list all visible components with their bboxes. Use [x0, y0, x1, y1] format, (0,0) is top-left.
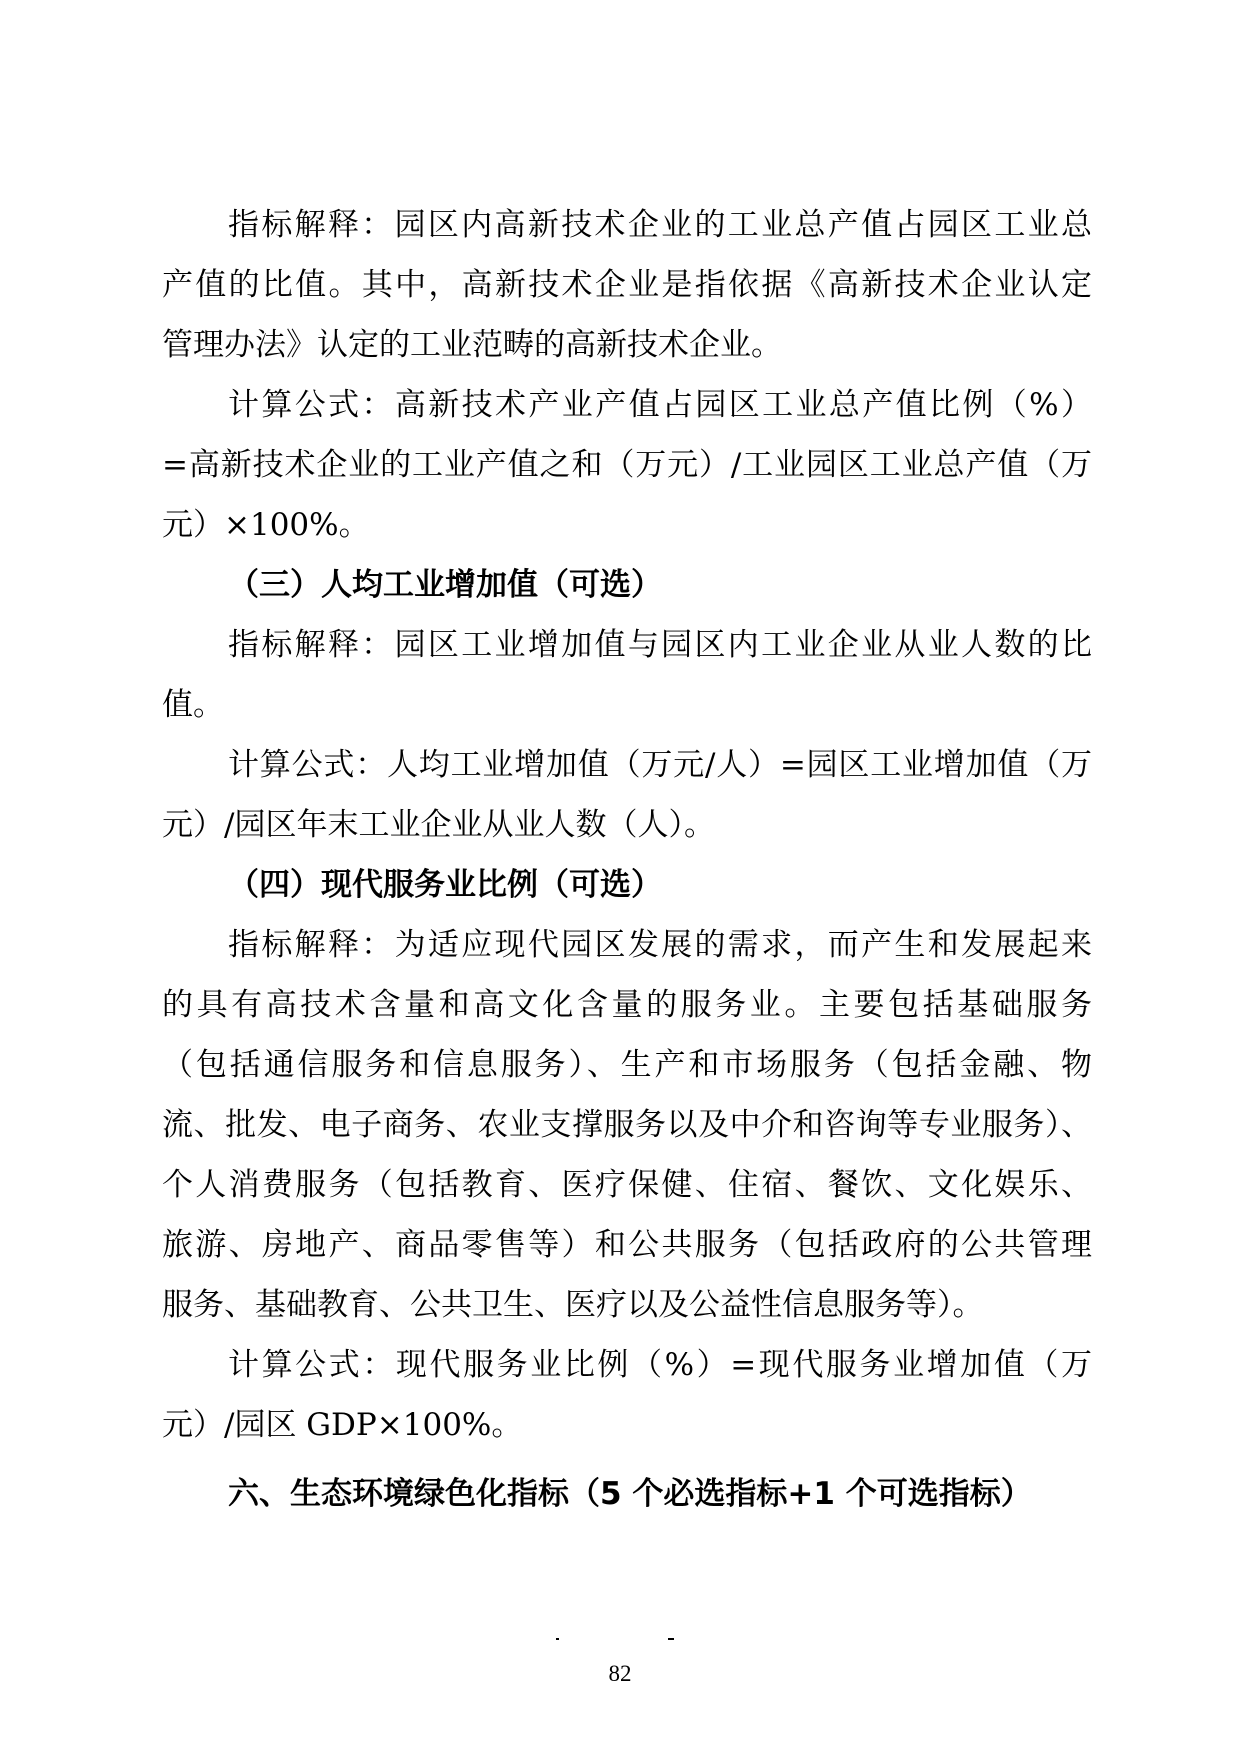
- paragraph-line: 服务、基础教育、公共卫生、医疗以及公益性信息服务等）。: [162, 1287, 984, 1323]
- separator-mark: [556, 1638, 559, 1640]
- paragraph-line: 指标解释：园区工业增加值与园区内工业企业从业人数的比: [228, 627, 1092, 663]
- paragraph-line: 的具有高技术含量和高文化含量的服务业。主要包括基础服务: [162, 987, 1092, 1023]
- paragraph-line: 旅游、房地产、商品零售等）和公共服务（包括政府的公共管理: [162, 1227, 1092, 1263]
- page-number: 82: [608, 1661, 632, 1686]
- chapter-heading: 六、生态环境绿色化指标（5 个必选指标+1 个可选指标）: [228, 1476, 1032, 1512]
- paragraph-line: 指标解释：园区内高新技术企业的工业总产值占园区工业总: [228, 207, 1092, 243]
- formula-line: =高新技术企业的工业产值之和（万元）/工业园区工业总产值（万: [162, 447, 1092, 483]
- separator-mark: [668, 1638, 674, 1640]
- paragraph-line: 个人消费服务（包括教育、医疗保健、住宿、餐饮、文化娱乐、: [162, 1167, 1092, 1203]
- formula-line: 元）×100%。: [162, 507, 370, 543]
- section-heading: （三）人均工业增加值（可选）: [228, 567, 662, 603]
- paragraph-line: 流、批发、电子商务、农业支撑服务以及中介和咨询等专业服务）、: [162, 1107, 1092, 1143]
- formula-line: 计算公式：现代服务业比例（%）=现代服务业增加值（万: [228, 1347, 1092, 1383]
- section-heading: （四）现代服务业比例（可选）: [228, 867, 662, 903]
- formula-line: 计算公式：高新技术产业产值占园区工业总产值比例（%）: [228, 387, 1092, 423]
- paragraph-line: 管理办法》认定的工业范畴的高新技术企业。: [162, 327, 782, 363]
- formula-line: 元）/园区年末工业企业从业人数（人）。: [162, 807, 715, 843]
- formula-line: 元）/园区 GDP×100%。: [162, 1407, 523, 1443]
- paragraph-line: 指标解释：为适应现代园区发展的需求，而产生和发展起来: [228, 927, 1092, 963]
- paragraph-line: 值。: [162, 687, 224, 723]
- formula-line: 计算公式：人均工业增加值（万元/人）=园区工业增加值（万: [228, 747, 1092, 783]
- paragraph-line: （包括通信服务和信息服务）、生产和市场服务（包括金融、物: [162, 1047, 1092, 1083]
- paragraph-line: 产值的比值。其中，高新技术企业是指依据《高新技术企业认定: [162, 267, 1092, 303]
